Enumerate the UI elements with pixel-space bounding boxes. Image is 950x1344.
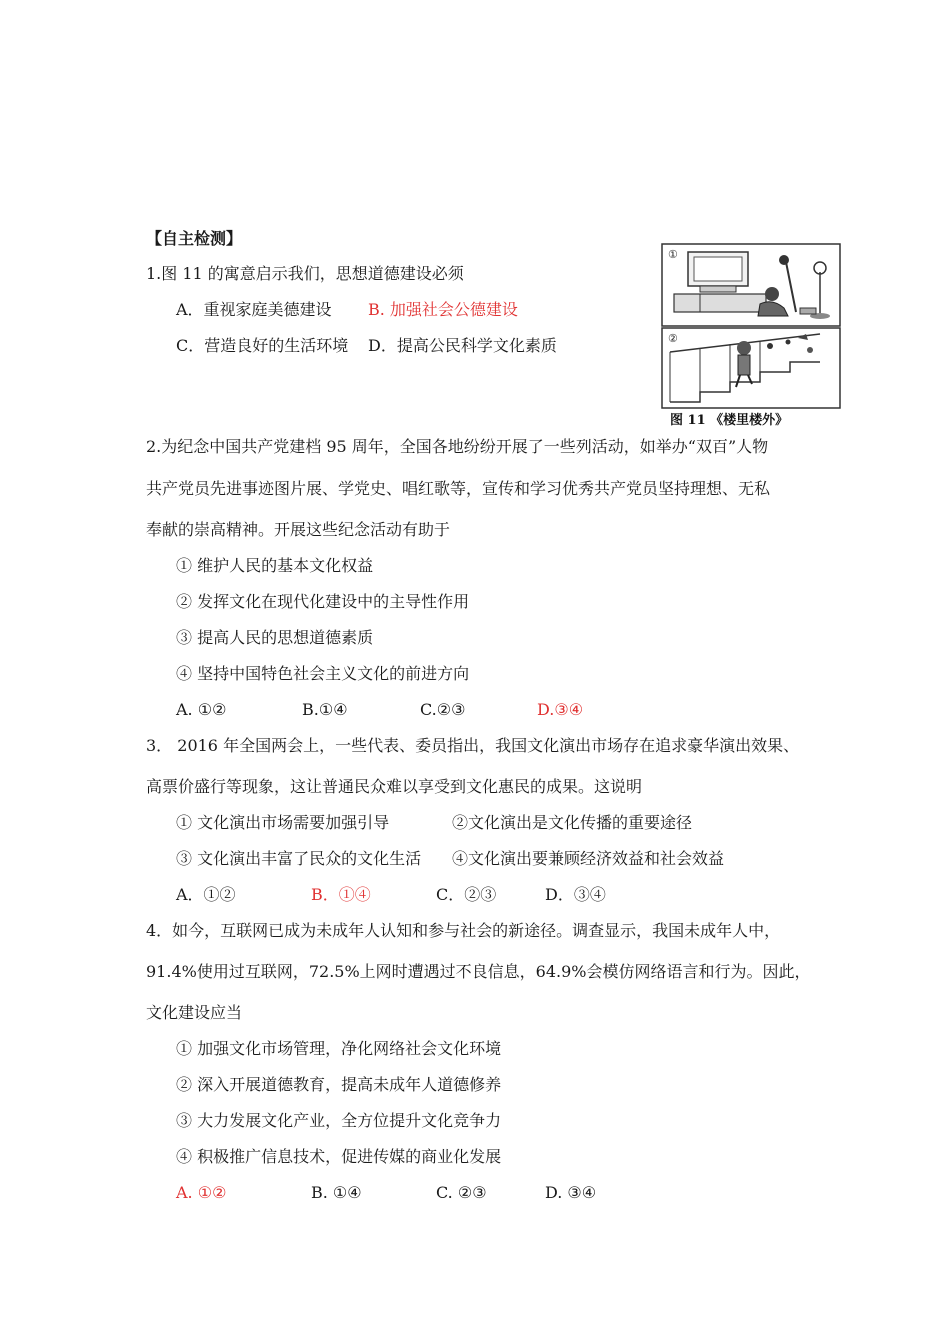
q3-item-3: ③ 文化演出丰富了民众的文化生活 xyxy=(176,849,422,868)
q4-option-b: B. ①④ xyxy=(311,1183,362,1202)
q4-stem-line-1: 4．如今，互联网已成为未成年人认知和参与社会的新途径。调查显示，我国未成年人中， xyxy=(146,921,781,940)
q2-stem-line-3: 奉献的崇高精神。开展这些纪念活动有助于 xyxy=(146,520,451,539)
q2-stem-line-1: 2.为纪念中国共产党建档 95 周年，全国各地纷纷开展了一些列活动，如举办“双百”人物 xyxy=(146,437,769,456)
q4-stem-line-3: 文化建设应当 xyxy=(146,1003,243,1022)
q3-option-b: B．①④ xyxy=(311,885,371,904)
q3-stem-line-1: 3． 2016 年全国两会上，一些代表、委员指出，我国文化演出市场存在追求豪华演出效果、 xyxy=(146,736,800,755)
q3-stem-line-2: 高票价盛行等现象，这让普通民众难以享受到文化惠民的成果。这说明 xyxy=(146,777,643,796)
q4-stem-line-2: 91.4%使用过互联网，72.5%上网时遭遇过不良信息，64.9%会模仿网络语言和行为。因此， xyxy=(146,962,811,981)
figure-caption: 图 11 《楼里楼外》 xyxy=(670,413,789,428)
q2-item-1: ① 维护人民的基本文化权益 xyxy=(176,556,374,575)
q4-item-4: ④ 积极推广信息技术，促进传媒的商业化发展 xyxy=(176,1147,502,1166)
panel-2 xyxy=(662,328,840,408)
q4-option-c: C. ②③ xyxy=(436,1183,487,1202)
q4-option-a: A. ①② xyxy=(176,1183,227,1202)
q3-option-d: D．③④ xyxy=(545,885,606,904)
q4-item-1: ① 加强文化市场管理，净化网络社会文化环境 xyxy=(176,1039,502,1058)
q2-option-a: A. ①② xyxy=(176,700,227,719)
q2-stem-line-2: 共产党员先进事迹图片展、学党史、唱红歌等，宣传和学习优秀共产党员坚持理想、无私 xyxy=(146,479,771,498)
q3-item-2: ②文化演出是文化传播的重要途径 xyxy=(452,813,693,832)
q1-stem: 1.图 11 的寓意启示我们，思想道德建设必须 xyxy=(146,264,464,283)
q2-item-2: ② 发挥文化在现代化建设中的主导性作用 xyxy=(176,592,470,611)
panel-1-number: ① xyxy=(668,248,678,261)
q1-option-b: B. 加强社会公德建设 xyxy=(368,300,518,319)
q2-option-c: C.②③ xyxy=(420,700,466,719)
q1-option-d: D．提高公民科学文化素质 xyxy=(368,336,557,355)
q3-option-c: C．②③ xyxy=(436,885,497,904)
q3-item-1: ① 文化演出市场需要加强引导 xyxy=(176,813,390,832)
q2-item-3: ③ 提高人民的思想道德素质 xyxy=(176,628,374,647)
panel-2-number: ② xyxy=(668,332,678,345)
panel-1 xyxy=(662,244,840,326)
q2-option-d: D.③④ xyxy=(537,700,584,719)
figure-11-cartoon xyxy=(660,242,842,428)
q2-item-4: ④ 坚持中国特色社会主义文化的前进方向 xyxy=(176,664,470,683)
q4-item-3: ③ 大力发展文化产业，全方位提升文化竞争力 xyxy=(176,1111,502,1130)
q4-option-d: D. ③④ xyxy=(545,1183,597,1202)
q2-option-b: B.①④ xyxy=(302,700,348,719)
q4-item-2: ② 深入开展道德教育，提高未成年人道德修养 xyxy=(176,1075,502,1094)
section-title: 【自主检测】 xyxy=(146,229,243,248)
q1-option-c: C．营造良好的生活环境 xyxy=(176,336,349,355)
q3-item-4: ④文化演出要兼顾经济效益和社会效益 xyxy=(452,849,725,868)
q3-option-a: A．①② xyxy=(176,885,236,904)
q1-option-a: A．重视家庭美德建设 xyxy=(176,300,332,319)
